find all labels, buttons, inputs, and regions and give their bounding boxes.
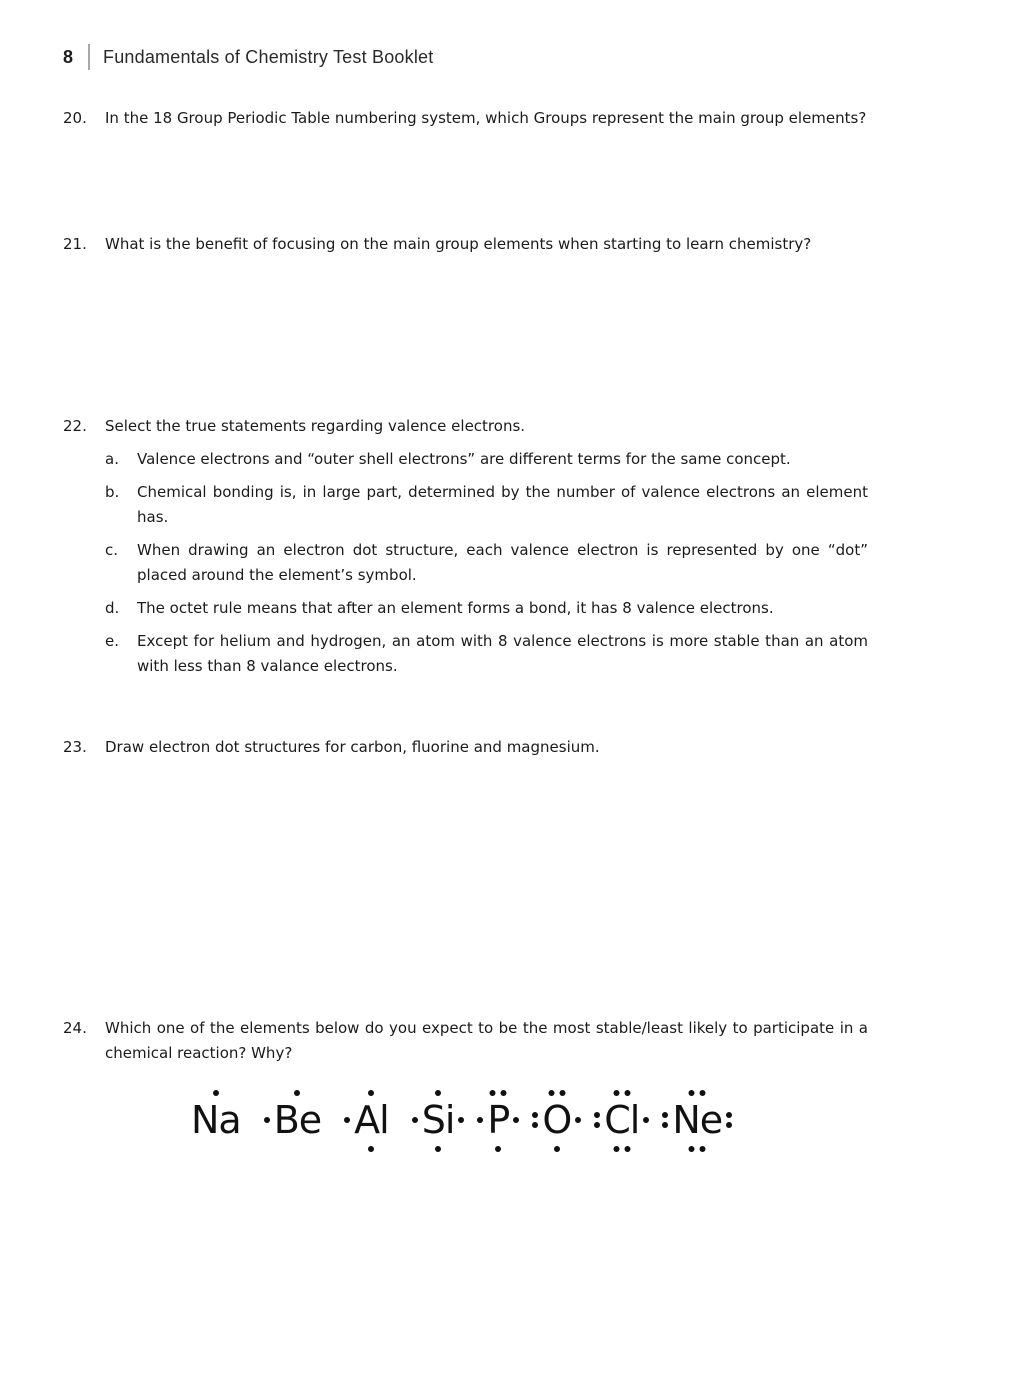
question-block <box>63 414 868 679</box>
right-electron-dots <box>575 1117 581 1123</box>
left-electron-dots <box>264 1117 270 1123</box>
electron-dot <box>213 1090 219 1096</box>
question-number: 20. <box>63 109 87 127</box>
page-header <box>0 0 1024 70</box>
electron-dot <box>662 1112 668 1118</box>
electron-dot <box>554 1146 560 1152</box>
question-text: Which one of the elements below do you expect to be the most stable/least likely to participate in a chemical reaction? Why? <box>105 1019 868 1062</box>
option-letter: e. <box>105 632 119 650</box>
left-electron-dots <box>532 1112 538 1128</box>
right-electron-dots <box>726 1112 732 1128</box>
top-electron-dots <box>689 1090 706 1096</box>
electron-dot <box>662 1122 668 1128</box>
element-symbol: Si <box>421 1098 455 1142</box>
electron-dot <box>501 1090 507 1096</box>
element-symbol: Al <box>354 1098 389 1142</box>
electron-dot <box>477 1117 483 1123</box>
right-electron-dots <box>513 1117 519 1123</box>
question-block <box>63 735 868 760</box>
question-number: 23. <box>63 738 87 756</box>
electron-dot-structure <box>181 1088 251 1152</box>
option-text: Chemical bonding is, in large part, determined by the number of valence electrons an element has. <box>137 483 868 526</box>
right-electron-dots <box>643 1117 649 1123</box>
electron-dot <box>368 1090 374 1096</box>
bottom-electron-dots <box>495 1146 501 1152</box>
electron-dot <box>613 1090 619 1096</box>
electron-dot <box>532 1122 538 1128</box>
left-electron-dots <box>477 1117 483 1123</box>
electron-dot-structure <box>344 1088 399 1152</box>
page-number: 8 <box>63 46 74 67</box>
header-divider <box>88 44 90 70</box>
electron-dot <box>613 1146 619 1152</box>
electron-dot <box>368 1146 374 1152</box>
option-item <box>105 447 868 472</box>
element-symbol: O <box>542 1098 572 1142</box>
electron-dot <box>575 1117 581 1123</box>
electron-dot <box>458 1117 464 1123</box>
booklet-title: Fundamentals of Chemistry Test Booklet <box>103 46 434 67</box>
option-text: When drawing an electron dot structure, each valence electron is represented by one “dot” placed around the element’s symbol. <box>137 541 868 584</box>
electron-dot-structures-row <box>181 1088 732 1152</box>
question-block <box>63 232 868 257</box>
electron-dot <box>624 1146 630 1152</box>
electron-dot <box>559 1090 565 1096</box>
electron-dot <box>495 1146 501 1152</box>
top-electron-dots <box>548 1090 565 1096</box>
option-letter: a. <box>105 450 119 468</box>
option-item <box>105 480 868 530</box>
electron-dot-structure <box>264 1088 331 1152</box>
option-item <box>105 538 868 588</box>
question-text: Select the true statements regarding valence electrons. <box>105 417 526 435</box>
bottom-electron-dots <box>435 1146 441 1152</box>
electron-dot <box>700 1146 706 1152</box>
bottom-electron-dots <box>689 1146 706 1152</box>
question-block <box>63 1016 868 1066</box>
left-electron-dots <box>594 1112 600 1128</box>
electron-dot <box>344 1117 350 1123</box>
question-list <box>63 106 868 1066</box>
top-electron-dots <box>213 1090 219 1096</box>
option-item <box>105 596 868 621</box>
top-electron-dots <box>435 1090 441 1096</box>
element-symbol: P <box>487 1098 510 1142</box>
option-letter: c. <box>105 541 119 559</box>
electron-dot <box>412 1117 418 1123</box>
top-electron-dots <box>490 1090 507 1096</box>
question-text: Draw electron dot structures for carbon, fluorine and magnesium. <box>105 738 600 756</box>
bottom-electron-dots <box>613 1146 630 1152</box>
question-number: 21. <box>63 235 87 253</box>
bottom-electron-dots <box>554 1146 560 1152</box>
question-text: What is the benefit of focusing on the main group elements when starting to learn chemistry? <box>105 235 812 253</box>
element-symbol: Be <box>273 1098 322 1142</box>
element-symbol: Ne <box>672 1098 723 1142</box>
option-text: The octet rule means that after an element forms a bond, it has 8 valence electrons. <box>137 599 774 617</box>
option-letter: b. <box>105 483 120 501</box>
top-electron-dots <box>294 1090 300 1096</box>
left-electron-dots <box>412 1117 418 1123</box>
options-list <box>63 447 868 679</box>
electron-dot <box>532 1112 538 1118</box>
electron-dot-structure <box>662 1088 732 1152</box>
element-symbol: Na <box>191 1098 241 1142</box>
electron-dot <box>689 1146 695 1152</box>
right-electron-dots <box>458 1117 464 1123</box>
electron-dot-structure <box>477 1088 519 1152</box>
top-electron-dots <box>368 1090 374 1096</box>
electron-dot <box>624 1090 630 1096</box>
electron-dot <box>548 1090 554 1096</box>
question-number: 22. <box>63 417 87 435</box>
option-letter: d. <box>105 599 120 617</box>
option-text: Valence electrons and “outer shell electrons” are different terms for the same concept. <box>137 450 791 468</box>
question-block <box>63 106 868 131</box>
question-number: 24. <box>63 1019 87 1037</box>
page-content <box>0 70 1024 1152</box>
option-text: Except for helium and hydrogen, an atom with 8 valence electrons is more stable than an atom with less than 8 valance electrons. <box>137 632 868 675</box>
element-symbol: Cl <box>604 1098 640 1142</box>
electron-dot-structure <box>594 1088 649 1152</box>
electron-dot <box>689 1090 695 1096</box>
question-text: In the 18 Group Periodic Table numbering system, which Groups represent the main group elements? <box>105 109 867 127</box>
electron-dot <box>594 1112 600 1118</box>
electron-dot <box>594 1122 600 1128</box>
electron-dot <box>435 1146 441 1152</box>
electron-dot <box>643 1117 649 1123</box>
bottom-electron-dots <box>368 1146 374 1152</box>
electron-dot <box>490 1090 496 1096</box>
electron-dot <box>294 1090 300 1096</box>
electron-dot <box>726 1122 732 1128</box>
left-electron-dots <box>344 1117 350 1123</box>
left-electron-dots <box>662 1112 668 1128</box>
electron-dot <box>264 1117 270 1123</box>
electron-dot <box>726 1112 732 1118</box>
option-item <box>105 629 868 679</box>
electron-dot-structure <box>412 1088 465 1152</box>
electron-dot-structure <box>532 1088 581 1152</box>
top-electron-dots <box>613 1090 630 1096</box>
electron-dot <box>700 1090 706 1096</box>
electron-dot <box>513 1117 519 1123</box>
electron-dot <box>435 1090 441 1096</box>
